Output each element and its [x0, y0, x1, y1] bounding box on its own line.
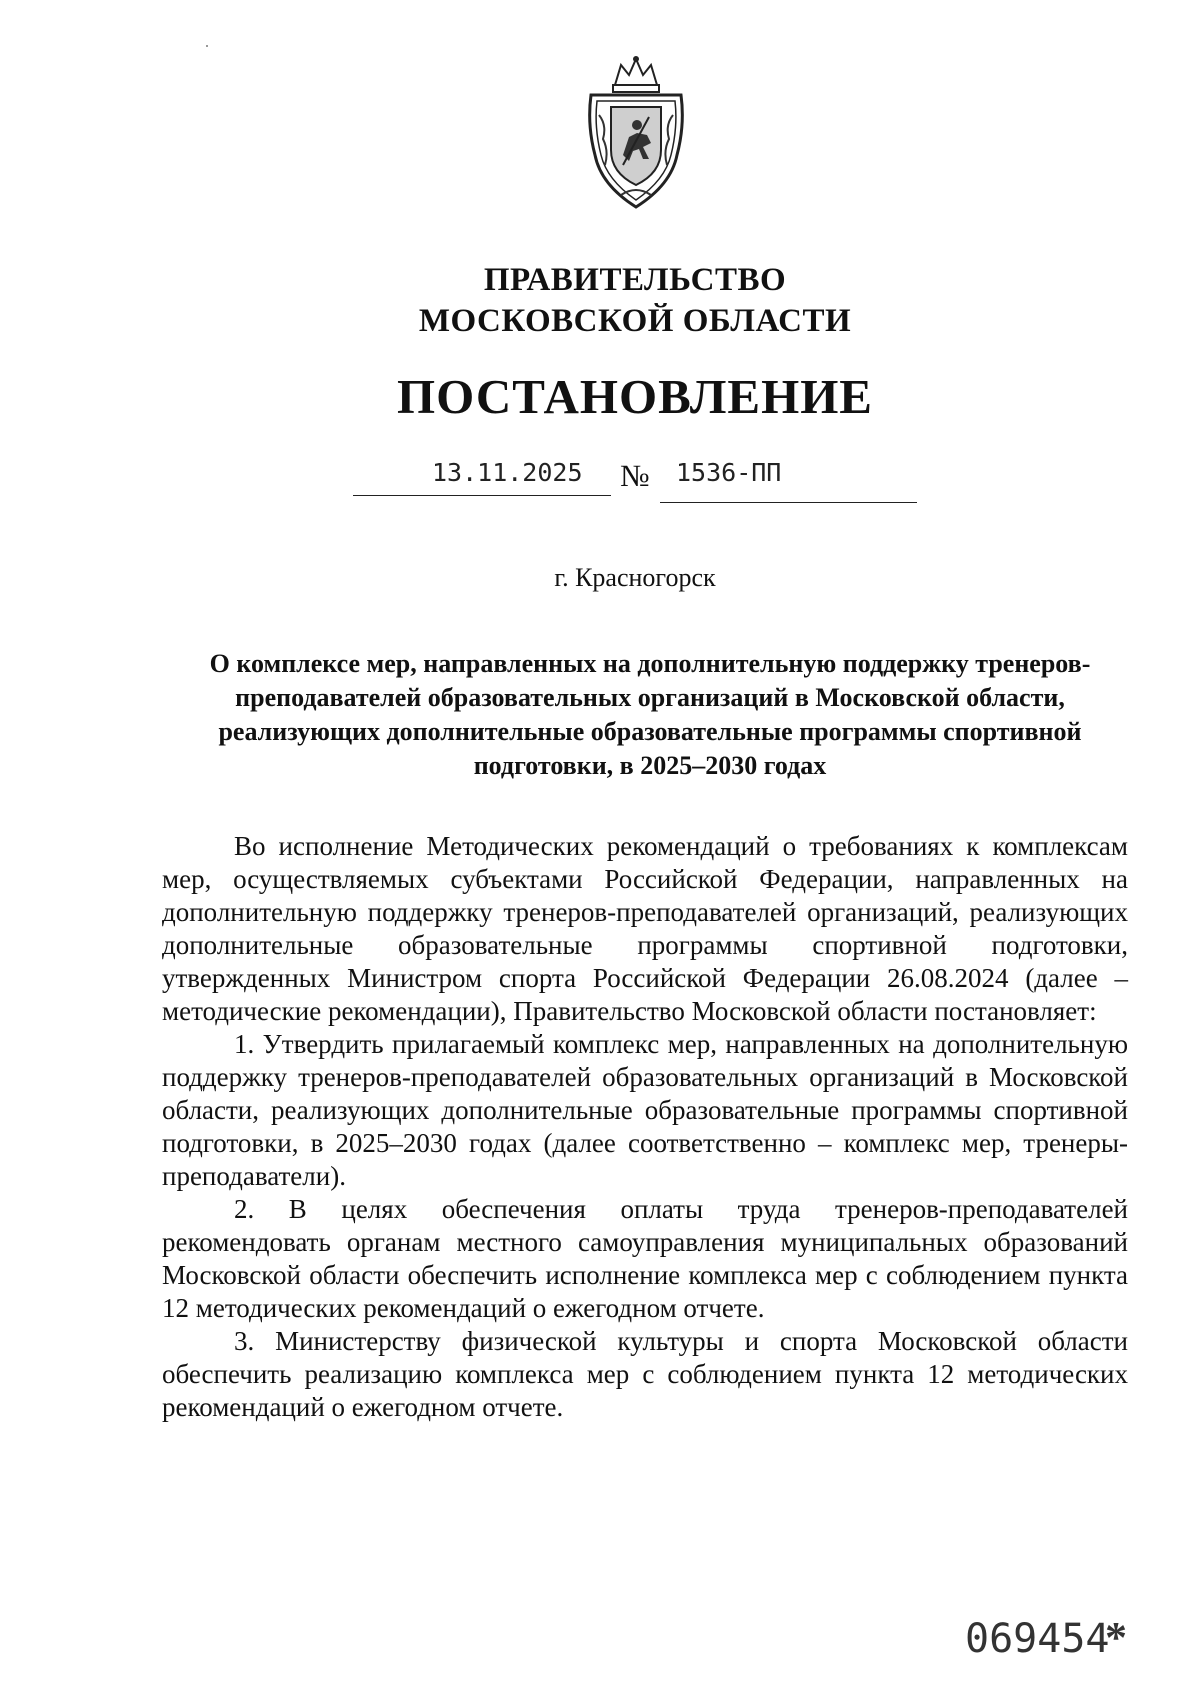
city-line: г. Красногорск: [554, 563, 716, 592]
document-body: [162, 830, 1128, 1424]
date-underline: [353, 495, 611, 496]
number-underline: [660, 502, 917, 503]
paragraph-item-2: 2. В целях обеспечения оплаты труда тренеров-преподавателей рекомендовать органам местного самоуправления муниципальных образований Московской области обеспечить исполнение комплекса мер с соблюдением пункта 12 методических рекомендаций о ежегодном отчете.: [162, 1194, 1128, 1323]
document-number: 1536-ПП: [676, 458, 782, 487]
serial-mark: *: [1105, 1613, 1127, 1662]
org-name-line1: ПРАВИТЕЛЬСТВО: [483, 262, 787, 298]
paragraph-preamble: Во исполнение Методических рекомендаций о требованиях к комплексам мер, осуществляемых субъектами Российской Федерации, направленных на дополнительную поддержку тренеров-преподавателей организаций, реализующих дополнительные образовательные программы спортивной подготовки, утвержденных Министром спорта Российской Федерации 26.08.2024 (далее – методические рекомендации), Правительство Московской области постановляет:: [162, 831, 1128, 1026]
org-name-line2: МОСКОВСКОЙ ОБЛАСТИ: [418, 303, 852, 339]
paragraph-item-1: 1. Утвердить прилагаемый комплекс мер, направленных на дополнительную поддержку тренеров-преподавателей образовательных организаций в Московской области, реализующих дополнительные образовательные программы спортивной подготовки, в 2025–2030 годах (далее соответственно – комплекс мер, тренеры-преподаватели).: [162, 1029, 1128, 1191]
document-type-title: ПОСТАНОВЛЕНИЕ: [397, 369, 873, 424]
scan-speck: [206, 45, 208, 47]
serial-number: 069454: [965, 1616, 1110, 1662]
coat-of-arms-icon: [577, 55, 695, 215]
number-sign: №: [620, 458, 650, 493]
paragraph-item-3: 3. Министерству физической культуры и спорта Московской области обеспечить реализацию комплекса мер с соблюдением пункта 12 методических рекомендаций о ежегодном отчете.: [162, 1326, 1128, 1422]
document-date: 13.11.2025: [432, 458, 583, 487]
document-subject: О комплексе мер, направленных на дополнительную поддержку тренеров-преподавателей образовательных организаций в Московской области, реализующих дополнительные образовательные программы спортивной подготовки, в 2025–2030 годах: [209, 649, 1091, 780]
